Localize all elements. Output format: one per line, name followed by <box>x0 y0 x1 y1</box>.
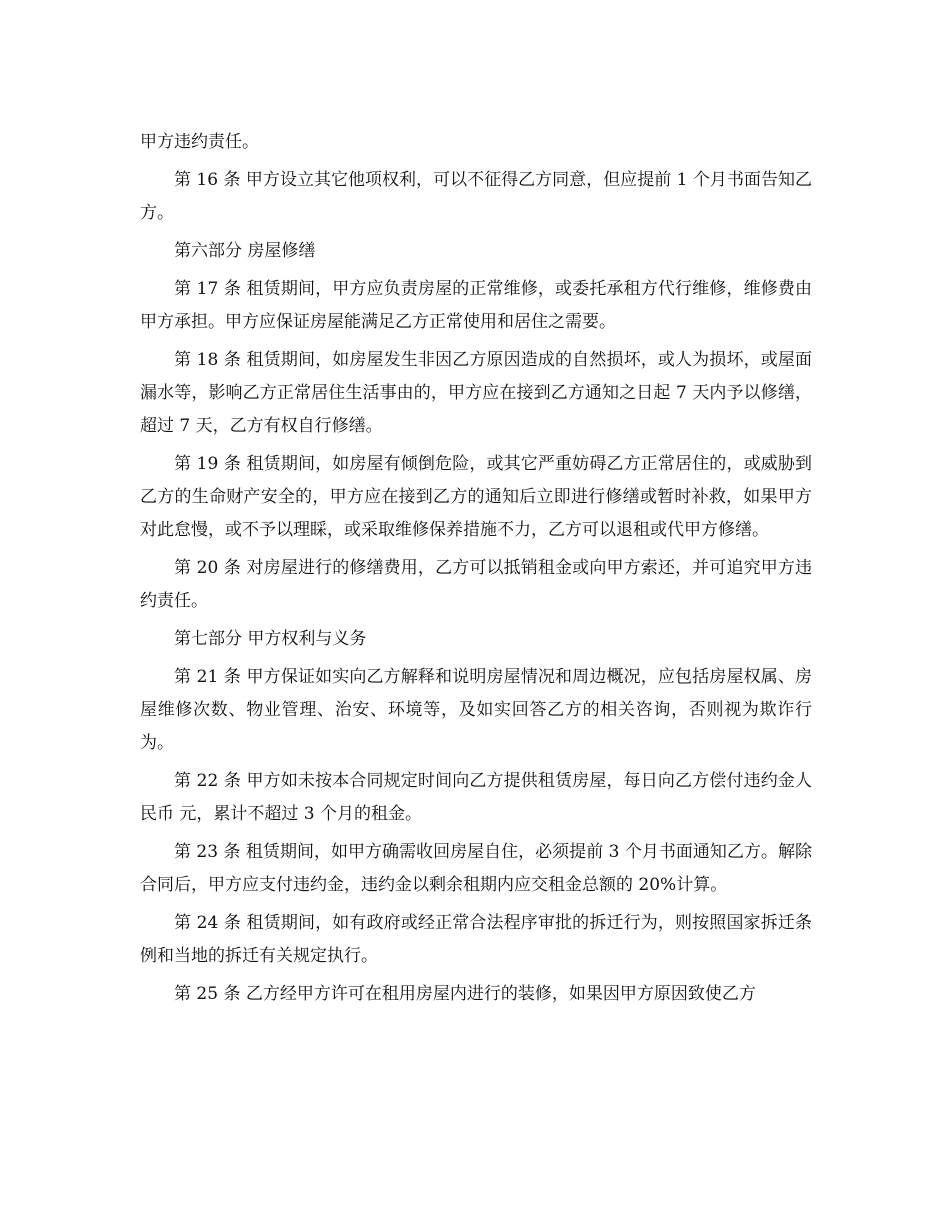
clause-20: 第 20 条 对房屋进行的修缮费用，乙方可以抵销租金或向甲方索还，并可追究甲方违约责任。 <box>140 558 812 611</box>
paragraph-continuation: 甲方违约责任。 <box>140 132 259 152</box>
section-heading-part-7: 第七部分 甲方权利与义务 <box>174 629 367 649</box>
clause-25: 第 25 条 乙方经甲方许可在租用房屋内进行的装修，如果因甲方原因致使乙方 <box>174 984 756 1004</box>
clause-24: 第 24 条 租赁期间，如有政府或经正常合法程序审批的拆迁行为，则按照国家拆迁条例和当地的拆迁有关规定执行。 <box>140 913 812 966</box>
clause-23: 第 23 条 租赁期间，如甲方确需收回房屋自住，必须提前 3 个月书面通知乙方。解除合同后，甲方应支付违约金，违约金以剩余租期内应交租金总额的 20%计算。 <box>140 842 812 895</box>
clause-22: 第 22 条 甲方如未按本合同规定时间向乙方提供租赁房屋，每日向乙方偿付违约金人民币 元，累计不超过 3 个月的租金。 <box>140 771 812 824</box>
clause-21: 第 21 条 甲方保证如实向乙方解释和说明房屋情况和周边概况，应包括房屋权属、房屋维修次数、物业管理、治安、环境等，及如实回答乙方的相关咨询，否则视为欺诈行为。 <box>140 667 812 753</box>
clause-17: 第 17 条 租赁期间，甲方应负责房屋的正常维修，或委托承租方代行维修，维修费由甲方承担。甲方应保证房屋能满足乙方正常使用和居住之需要。 <box>140 279 812 332</box>
clause-18: 第 18 条 租赁期间，如房屋发生非因乙方原因造成的自然损坏，或人为损坏，或屋面漏水等，影响乙方正常居住生活事由的，甲方应在接到乙方通知之日起 7 天内予以修缮，超过 7 天，乙方有权自行修缮。 <box>140 350 812 436</box>
document-body <box>140 126 812 1016</box>
section-heading-part-6: 第六部分 房屋修缮 <box>174 241 316 261</box>
clause-16: 第 16 条 甲方设立其它他项权利，可以不征得乙方同意，但应提前 1 个月书面告知乙方。 <box>140 170 812 223</box>
clause-19: 第 19 条 租赁期间，如房屋有倾倒危险，或其它严重妨碍乙方正常居住的，或威胁到乙方的生命财产安全的，甲方应在接到乙方的通知后立即进行修缮或暂时补救，如果甲方对此怠慢，或不予以理睬，或采取维修保养措施不力，乙方可以退租或代甲方修缮。 <box>140 454 812 540</box>
